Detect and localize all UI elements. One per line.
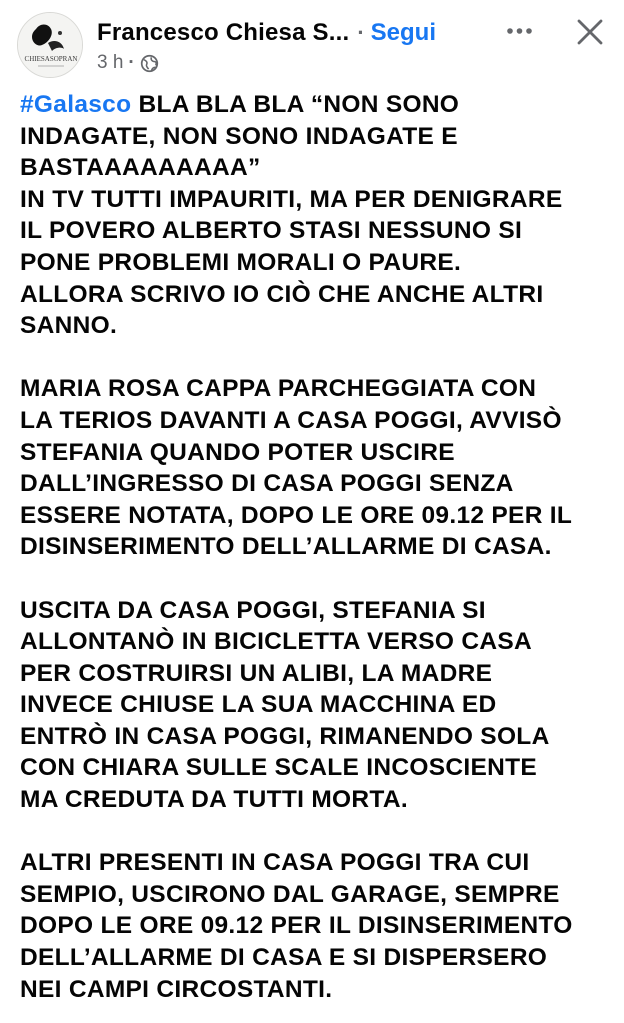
follow-button[interactable]: Segui xyxy=(370,19,436,46)
post-line xyxy=(20,847,616,879)
post-line xyxy=(20,689,616,721)
post-line-text: SEMPIO, USCIRONO DAL GARAGE, SEMPRE xyxy=(20,880,560,908)
avatar-logo xyxy=(18,13,83,78)
paragraph-break xyxy=(20,342,616,374)
post-line xyxy=(20,595,616,627)
post-line xyxy=(20,152,616,184)
avatar-wordmark: CHIESASOPRAN xyxy=(24,55,78,63)
post-line xyxy=(20,721,616,753)
post-line-text: INDAGATE, NON SONO INDAGATE E xyxy=(20,122,458,150)
post-line xyxy=(20,910,616,942)
post-line xyxy=(20,942,616,974)
post-line xyxy=(20,626,616,658)
name-separator: · xyxy=(357,20,365,45)
post-line-text: IL POVERO ALBERTO STASI NESSUNO SI xyxy=(20,217,523,245)
post-line xyxy=(20,784,616,816)
name-row xyxy=(97,16,436,50)
post-line xyxy=(20,89,616,121)
globe-icon xyxy=(140,54,159,73)
post-meta xyxy=(97,51,159,75)
post-line-text: LA TERIOS DAVANTI A CASA POGGI, AVVISÒ xyxy=(20,406,562,434)
post-line-text: DELL’ALLARME DI CASA E SI DISPERSERO xyxy=(20,944,548,972)
post-line xyxy=(20,500,616,532)
post-line xyxy=(20,405,616,437)
post-line-text: BLA BLA BLA “NON SONO xyxy=(131,91,460,118)
paragraph-break xyxy=(20,816,616,848)
post-line xyxy=(20,215,616,247)
page-name[interactable]: Francesco Chiesa S... xyxy=(97,19,350,46)
post-line-text: DALL’INGRESSO DI CASA POGGI SENZA xyxy=(20,470,514,498)
post-line xyxy=(20,247,616,279)
page-avatar[interactable] xyxy=(17,12,83,78)
post-line-text: MA CREDUTA DA TUTTI MORTA. xyxy=(20,786,408,814)
post-time[interactable]: 3 h xyxy=(97,52,124,73)
post-line-text: USCITA DA CASA POGGI, STEFANIA SI xyxy=(20,596,486,624)
post-line-text: CON CHIARA SULLE SCALE INCOSCIENTE xyxy=(20,754,538,782)
post-line-text: ALTRI PRESENTI IN CASA POGGI TRA CUI xyxy=(20,849,530,877)
post-line xyxy=(20,531,616,563)
post-line-text: ESSERE NOTATA, DOPO LE ORE 09.12 PER IL xyxy=(20,501,573,529)
post-line-text: ENTRÒ IN CASA POGGI, RIMANENDO SOLA xyxy=(20,722,550,750)
post-line xyxy=(20,184,616,216)
post-line-text: ALLORA SCRIVO IO CIÒ CHE ANCHE ALTRI xyxy=(20,280,544,308)
post-header xyxy=(0,0,624,84)
post-line xyxy=(20,879,616,911)
more-options-button[interactable] xyxy=(500,18,540,48)
post-line-text: IN TV TUTTI IMPAURITI, MA PER DENIGRARE xyxy=(20,185,563,213)
post-line-text: DOPO LE ORE 09.12 PER IL DISINSERIMENTO xyxy=(20,912,573,940)
more-horizontal-icon xyxy=(500,18,540,48)
post-line xyxy=(20,310,616,342)
post-line-text: INVECE CHIUSE LA SUA MACCHINA ED xyxy=(20,691,497,719)
post-line-text: SANNO. xyxy=(20,312,118,340)
post-line xyxy=(20,658,616,690)
meta-separator: · xyxy=(128,52,135,73)
paragraph-break xyxy=(20,563,616,595)
hashtag-link[interactable]: #Galasco xyxy=(20,91,132,118)
close-icon xyxy=(572,14,608,50)
close-button[interactable] xyxy=(572,14,608,50)
post-line-text: STEFANIA QUANDO POTER USCIRE xyxy=(20,438,455,466)
post-line xyxy=(20,121,616,153)
post-line xyxy=(20,468,616,500)
post-line xyxy=(20,974,616,1006)
post-line-text: BASTAAAAAAAAA” xyxy=(20,154,261,182)
post-line-text: MARIA ROSA CAPPA PARCHEGGIATA CON xyxy=(20,375,537,403)
post-line xyxy=(20,752,616,784)
post-line xyxy=(20,373,616,405)
post-line xyxy=(20,437,616,469)
post-line-text: ALLONTANÒ IN BICICLETTA VERSO CASA xyxy=(20,628,532,656)
post-line-text: PONE PROBLEMI MORALI O PAURE. xyxy=(20,248,462,276)
post-line xyxy=(20,279,616,311)
post-line-text: DISINSERIMENTO DELL’ALLARME DI CASA. xyxy=(20,533,552,561)
post-text xyxy=(20,89,616,1005)
post-line-text: PER COSTRUIRSI UN ALIBI, LA MADRE xyxy=(20,659,493,687)
post-line-text: NEI CAMPI CIRCOSTANTI. xyxy=(20,975,333,1003)
